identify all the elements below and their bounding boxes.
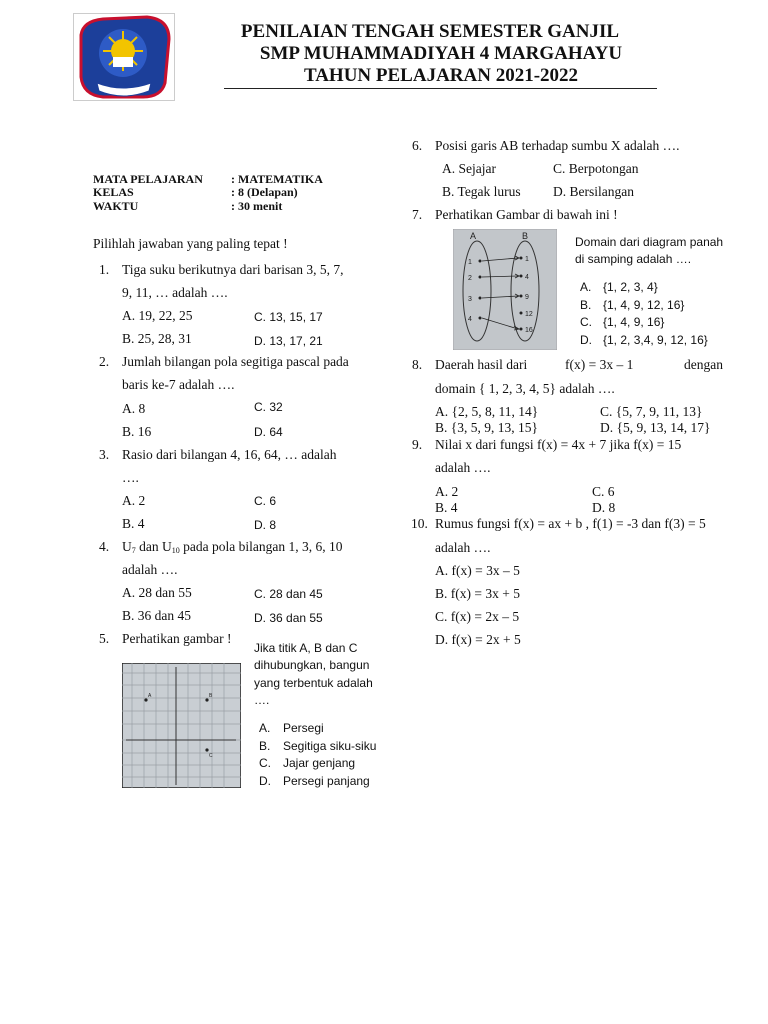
q10-text-1: Rumus fungsi f(x) = ax + b , f(1) = -3 dan f(3) = 5: [435, 516, 706, 531]
q10-option-a[interactable]: A. f(x) = 3x – 5: [435, 563, 520, 578]
header-title-1: PENILAIAN TENGAH SEMESTER GANJIL: [240, 21, 620, 42]
logo-text: SMPM4: [109, 82, 134, 89]
q2-text-1: Jumlah bilangan pola segitiga pascal pada: [122, 354, 349, 369]
q9-number: 9.: [412, 437, 423, 452]
set-b-item: 4: [525, 274, 529, 281]
q4-option-c[interactable]: C. 28 dan 45: [254, 587, 323, 601]
q9-option-d[interactable]: D. 8: [592, 500, 616, 515]
q8-text-2: domain { 1, 2, 3, 4, 5} adalah ….: [435, 381, 615, 396]
q2-option-b[interactable]: B. 16: [122, 424, 152, 439]
q5-desc-4: ….: [254, 693, 270, 707]
q7-desc-2: di samping adalah ….: [575, 252, 692, 266]
q6-option-d[interactable]: D. Bersilangan: [553, 184, 634, 199]
set-a-item: 4: [468, 316, 472, 323]
q5-number: 5.: [99, 631, 110, 646]
set-a-label: A: [470, 231, 477, 241]
q4-sub-7: 7: [131, 546, 136, 555]
q1-text-1: Tiga suku berikutnya dari barisan 3, 5, 7,: [122, 262, 344, 277]
q10-option-d[interactable]: D. f(x) = 2x + 5: [435, 632, 521, 647]
q2-number: 2.: [99, 354, 110, 369]
q3-option-c[interactable]: C. 6: [254, 494, 277, 508]
subject-label: MATA PELAJARAN: [93, 172, 203, 186]
grid-point-c-label: C: [209, 753, 213, 759]
q7-option-a[interactable]: {1, 2, 3, 4}: [603, 280, 658, 294]
q8-option-c[interactable]: C. {5, 7, 9, 11, 13}: [600, 404, 703, 419]
q7-option-c[interactable]: {1, 4, 9, 16}: [603, 315, 665, 329]
q1-option-c[interactable]: C. 13, 15, 17: [254, 310, 323, 324]
q5-option-a-letter[interactable]: A.: [259, 721, 271, 735]
q5-option-b[interactable]: Segitiga siku-siku: [283, 739, 377, 753]
q8-text-1c: dengan: [684, 357, 723, 372]
q5-option-d[interactable]: Persegi panjang: [283, 774, 370, 788]
coordinate-grid-image: [122, 663, 241, 788]
q5-option-b-letter[interactable]: B.: [259, 739, 271, 753]
q3-option-a[interactable]: A. 2: [122, 493, 146, 508]
q9-option-a[interactable]: A. 2: [435, 484, 459, 499]
q8-option-a[interactable]: A. {2, 5, 8, 11, 14}: [435, 404, 539, 419]
time-value: : 30 menit: [231, 199, 283, 213]
q1-option-a[interactable]: A. 19, 22, 25: [122, 308, 193, 323]
arrow-diagram-image: [453, 229, 557, 350]
q7-option-d[interactable]: {1, 2, 3,4, 9, 12, 16}: [603, 333, 708, 347]
q7-number: 7.: [412, 207, 423, 222]
q3-option-d[interactable]: D. 8: [254, 518, 277, 532]
q3-option-b[interactable]: B. 4: [122, 516, 145, 531]
q1-text-2: 9, 11, … adalah ….: [122, 285, 228, 300]
set-b-item: 1: [525, 256, 529, 263]
q5-desc-1: Jika titik A, B dan C: [254, 641, 358, 655]
set-a-item: 2: [468, 275, 472, 282]
q4-option-d[interactable]: D. 36 dan 55: [254, 611, 323, 625]
q4-number: 4.: [99, 539, 110, 554]
q1-option-b[interactable]: B. 25, 28, 31: [122, 331, 192, 346]
instruction: Pilihlah jawaban yang paling tepat !: [93, 236, 288, 251]
q4-and-u: dan U: [135, 539, 172, 554]
q10-option-c[interactable]: C. f(x) = 2x – 5: [435, 609, 520, 624]
q6-option-a[interactable]: A. Sejajar: [442, 161, 496, 176]
q2-text-2: baris ke-7 adalah ….: [122, 377, 235, 392]
q6-option-c[interactable]: C. Berpotongan: [553, 161, 639, 176]
header-title-2: SMP MUHAMMADIYAH 4 MARGAHAYU: [259, 43, 623, 64]
q4-rest: pada pola bilangan 1, 3, 6, 10: [179, 539, 343, 554]
school-logo: [73, 13, 175, 101]
set-b-label: B: [522, 231, 529, 241]
q8-option-d[interactable]: D. {5, 9, 13, 14, 17}: [600, 420, 711, 435]
q4-text-2: adalah ….: [122, 562, 178, 577]
q7-option-b-letter[interactable]: B.: [580, 298, 592, 312]
class-label: KELAS: [93, 185, 134, 199]
q6-text-1: Posisi garis AB terhadap sumbu X adalah ….: [435, 138, 680, 153]
q6-option-b[interactable]: B. Tegak lurus: [442, 184, 521, 199]
time-label: WAKTU: [93, 199, 139, 213]
q10-number: 10.: [411, 516, 428, 531]
q7-desc-1: Domain dari diagram panah: [575, 235, 724, 249]
header-rule: [224, 88, 657, 89]
q5-option-c-letter[interactable]: C.: [259, 756, 271, 770]
q7-option-a-letter[interactable]: A.: [580, 280, 592, 294]
q9-text-2: adalah ….: [435, 460, 491, 475]
q8-text-1b: f(x) = 3x – 1: [565, 357, 634, 372]
q4-option-a[interactable]: A. 28 dan 55: [122, 585, 192, 600]
q10-text-2: adalah ….: [435, 540, 491, 555]
set-b-item: 16: [525, 327, 533, 334]
q8-text-1a: Daerah hasil dari: [435, 357, 528, 372]
q7-option-b[interactable]: {1, 4, 9, 12, 16}: [603, 298, 685, 312]
q5-desc-3: yang terbentuk adalah: [254, 676, 373, 690]
q2-option-c[interactable]: C. 32: [254, 400, 283, 414]
q9-text-1: Nilai x dari fungsi f(x) = 4x + 7 jika f(x) = 15: [435, 437, 682, 452]
grid-point-a-label: A: [148, 693, 152, 699]
q8-number: 8.: [412, 357, 423, 372]
q7-option-c-letter[interactable]: C.: [580, 315, 592, 329]
header-title-3: TAHUN PELAJARAN 2021-2022: [303, 65, 579, 86]
q4-option-b[interactable]: B. 36 dan 45: [122, 608, 191, 623]
q5-option-a[interactable]: Persegi: [283, 721, 324, 735]
q3-text-2: ….: [122, 470, 139, 485]
q3-text-1: Rasio dari bilangan 4, 16, 64, … adalah: [122, 447, 337, 462]
set-b-item: 12: [525, 311, 533, 318]
q1-number: 1.: [99, 262, 110, 277]
q4-u7: U: [122, 539, 132, 554]
q5-desc-2: dihubungkan, bangun: [254, 658, 370, 672]
q2-option-a[interactable]: A. 8: [122, 401, 146, 416]
q5-option-d-letter[interactable]: D.: [259, 774, 271, 788]
set-b-item: 9: [525, 294, 529, 301]
set-a-item: 1: [468, 259, 472, 266]
set-a-item: 3: [468, 296, 472, 303]
q7-option-d-letter[interactable]: D.: [580, 333, 592, 347]
subject-value: : MATEMATIKA: [231, 172, 323, 186]
q5-text-1: Perhatikan gambar !: [122, 631, 232, 646]
q5-option-c[interactable]: Jajar genjang: [283, 756, 356, 770]
q4-text-1: [122, 539, 342, 559]
class-value: : 8 (Delapan): [231, 185, 298, 199]
q1-option-d[interactable]: D. 13, 17, 21: [254, 334, 323, 348]
grid-point-b-label: B: [209, 693, 213, 699]
q9-option-b[interactable]: B. 4: [435, 500, 458, 515]
q2-option-d[interactable]: D. 64: [254, 425, 283, 439]
q10-option-b[interactable]: B. f(x) = 3x + 5: [435, 586, 520, 601]
q4-sub-10: 10: [171, 546, 180, 555]
q9-option-c[interactable]: C. 6: [592, 484, 615, 499]
q6-number: 6.: [412, 138, 423, 153]
q7-text-1: Perhatikan Gambar di bawah ini !: [435, 207, 618, 222]
q8-option-b[interactable]: B. {3, 5, 9, 13, 15}: [435, 420, 538, 435]
q3-number: 3.: [99, 447, 110, 462]
